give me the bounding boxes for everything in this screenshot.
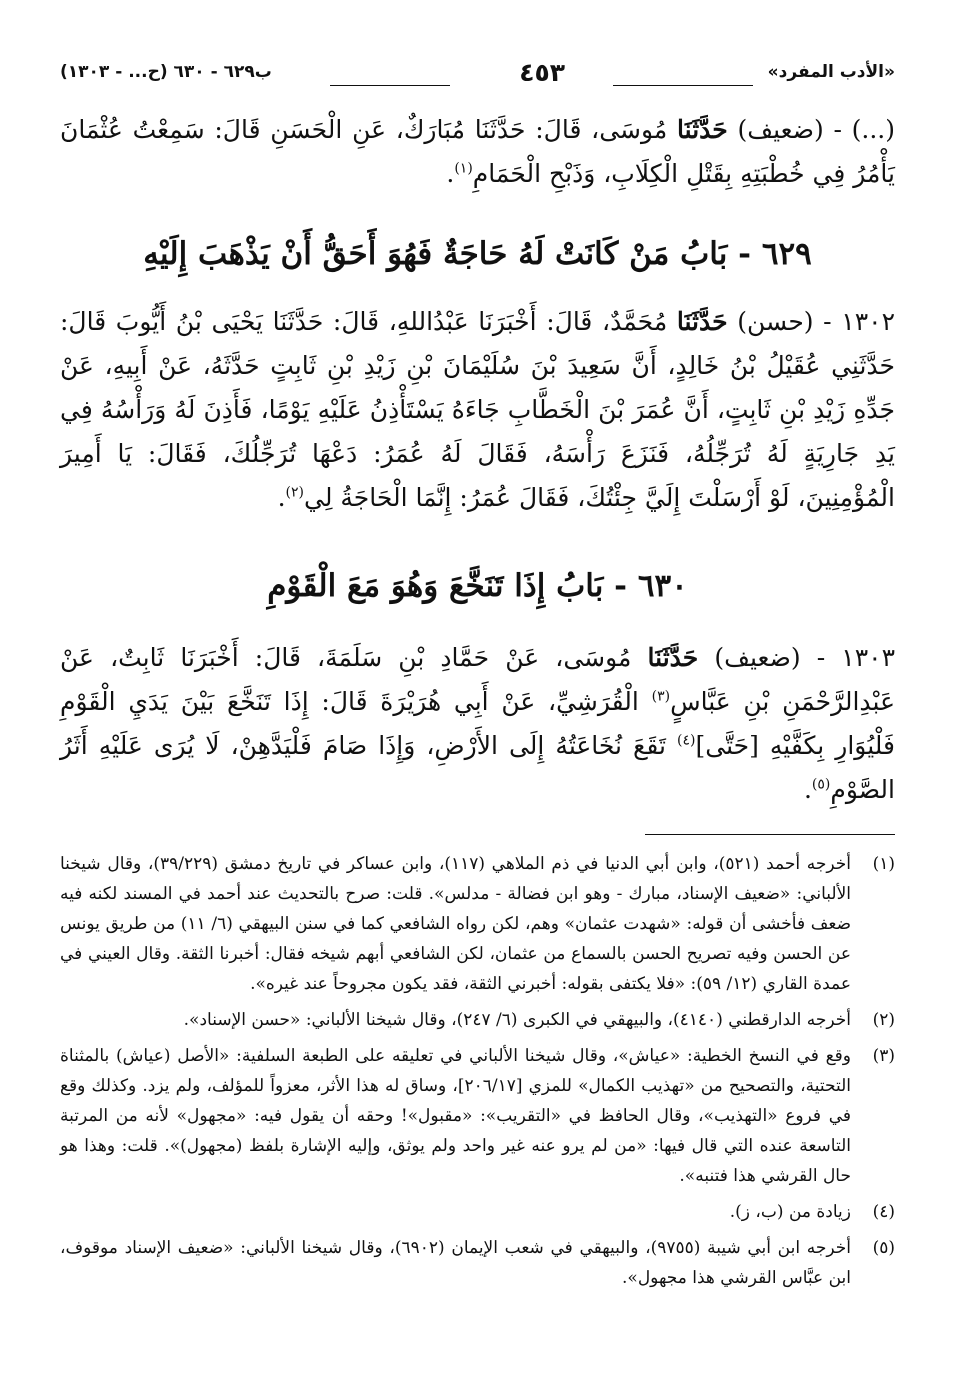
hadith-text: مُوسَى، قَالَ: حَدَّثَنَا مُبَارَكٌ، عَنِ الْحَسَنِ قَالَ: سَمِعْتُ عُثْمَانَ يَأْمُرُ فِي خُطْبَتِهِ بِقَتْلِ الْكِلَابِ، وَذَبْحِ الْحَمَامِ bbox=[60, 115, 895, 188]
hadith-text: مُحَمَّدٌ، قَالَ: أَخْبَرَنَا عَبْدُاللهِ، قَالَ: حَدَّثَنَا يَحْيَى بْنُ أَيُّوبَ قَالَ: حَدَّثَنِي عُقَيْلُ بْنُ خَالِدٍ، أَنَّ سَعِيدَ بْنَ سُلَيْمَانَ بْنِ زَيْدِ بْنِ ثَابِتٍ حَدَّثَهُ، عَنْ أَبِيهِ، عَنْ جَدِّهِ زَيْدِ بْنِ ثَابِتٍ، أَنَّ عُمَرَ بْنَ الْخَطَّابِ جَاءَهُ يَسْتَأْذِنُ عَلَيْهِ يَوْمًا، فَأَذِنَ لَهُ وَرَأْسُهُ فِي يَدِ جَارِيَةٍ لَهُ تُرَجِّلُهُ، فَنَزَعَ رَأْسَهُ، فَقَالَ لَهُ عُمَرُ: دَعْهَا تُرَجِّلُكَ، فَقَالَ: يَا أَمِيرَ الْمُؤْمِنِينَ، لَوْ أَرْسَلْتَ إِلَيَّ جِئْتُكَ، فَقَالَ عُمَرُ: إِنَّمَا الْحَاجَةُ لِي bbox=[60, 307, 895, 512]
hadith-prefix: ١٣٠٣ - (ضعيف) bbox=[698, 643, 895, 672]
header-rule-left bbox=[330, 85, 450, 86]
footnote-number: (٣) bbox=[872, 1046, 895, 1066]
haddathana-word: حَدَّثَنَا bbox=[647, 643, 699, 672]
page-header bbox=[60, 52, 895, 92]
footnote-ref: (٣) bbox=[651, 688, 671, 705]
footnote bbox=[60, 1005, 895, 1035]
footnote-number: (٤) bbox=[872, 1202, 895, 1222]
hadith-end: . bbox=[803, 775, 812, 804]
footnote-number: (٥) bbox=[872, 1238, 895, 1258]
hadith-text: الْقُرَشِيِّ، عَنْ أَبِي هُرَيْرَةَ قَالَ: إِذَا تَنَخَّعَ بَيْنَ يَدَيِ الْقَوْمِ فَلْيُوَارِ بِكَفَّيْهِ [حَتَّى] bbox=[60, 687, 895, 760]
book-page bbox=[60, 52, 895, 1299]
hadith-end: . bbox=[446, 159, 455, 188]
footnotes bbox=[60, 849, 895, 1293]
footnote-ref: (١) bbox=[454, 160, 473, 177]
hadith-range: ب٦٢٩ - ٦٣٠ (ح... - ١٣٠٣) bbox=[60, 62, 272, 82]
footnote-ref: (٤) bbox=[677, 732, 696, 749]
footnote-text: أخرجه أحمد (٥٢١)، وابن أبي الدنيا في ذم الملاهي (١١٧)، وابن عساكر في تاريخ دمشق (٣٩/٢٢٩)، وقال شيخنا الألباني: «ضعيف الإسناد، مبارك - وهو ابن فضالة - مدلس». قلت: صرح بالتحديث عند أحمد في المسند لكنه فيه ضعف فأخشى أن قوله: «شهدت عثمان» وهم، لكن رواه الشافعي كما في سنن البيهقي (٦/ ١١) من طريق يونس عن الحسن وفيه تصريح الحسن بالسماع من عثمان، لكن الشافعي أبهم شيخه فقال: أخبرنا الثقة. وقال العيني في عمدة القاري (١٢/ ٥٩): «فلا يكتفى بقوله: أخبرني الثقة، فقد يكون مجروحاً عند غيره». bbox=[60, 854, 852, 994]
haddathana-word: حَدَّثَنَا bbox=[677, 115, 728, 144]
footnote-number: (١) bbox=[872, 854, 895, 874]
footnote-ref: (٥) bbox=[811, 776, 831, 793]
footnote bbox=[60, 1041, 895, 1191]
hadith-prefix: ١٣٠٢ - (حسن) bbox=[727, 307, 895, 336]
hadith-end: . bbox=[277, 483, 286, 512]
hadith-1302 bbox=[60, 300, 895, 520]
footnote-number: (٢) bbox=[872, 1010, 895, 1030]
footnote bbox=[60, 849, 895, 999]
footnote-ref: (٢) bbox=[285, 484, 304, 501]
footnote-text: وقع في النسخ الخطية: «عياش»، وقال شيخنا الألباني في تعليقه على الطبعة السلفية: «الأصل (عياش) بالمثناة التحتية، والتصحيح من «تهذيب الكمال» للمزي [٢٠٦/١٧]، وساق له هذا الأثر، معزواً للمؤلف، ولم يزد. وكذلك وقع في فروع «التهذيب»، وقال الحافظ في «التقريب»: «مقبول»! وحقه أن يقول فيه: «مجهول» لأنه من المرتبة التاسعة عنده التي قال فيها: «من لم يرو عنه غير واحد ولم يوثق، وإليه الإشارة بلفظ (مجهول)». قلت: وهذا هو حال القرشي هذا فتنبه». bbox=[60, 1046, 851, 1186]
hadith-text: مُوسَى، عَنْ حَمَّادِ بْنِ سَلَمَةَ، قَالَ: أَخْبَرَنَا ثَابِتٌ، عَنْ عَبْدِالرَّحْمَنِ بْنِ عَبَّاسٍ bbox=[60, 643, 896, 716]
page-number: ٤٥٣ bbox=[519, 58, 565, 87]
hadith-text: تَقَعَ نُخَاعَتُهُ إِلَى الأَرْضِ، وَإِذَا صَامَ فَلْيَدَّهِنْ، لَا يُرَى عَلَيْهِ أَثَرُ الصَّوْمِ bbox=[60, 731, 895, 804]
footnote-separator bbox=[645, 834, 895, 835]
hadith-paragraph bbox=[60, 108, 895, 196]
footnote bbox=[60, 1233, 895, 1293]
footnote-separator-wrap bbox=[60, 834, 895, 835]
footnote bbox=[60, 1197, 895, 1227]
chapter-heading-630: ٦٣٠ - بَابُ إِذَا تَنَخَّعَ وَهُوَ مَعَ الْقَوْمِ bbox=[267, 568, 688, 604]
chapter-heading-629: ٦٢٩ - بَابُ مَنْ كَانَتْ لَهُ حَاجَةٌ فَهُوَ أَحَقُّ أَنْ يَذْهَبَ إِلَيْهِ bbox=[143, 236, 812, 272]
footnote-text: زيادة من (ب، ز). bbox=[729, 1202, 851, 1222]
hadith-1303 bbox=[60, 636, 895, 812]
haddathana-word: حَدَّثَنَا bbox=[676, 307, 728, 336]
book-title: «الأدب المفرد» bbox=[767, 62, 895, 82]
hadith-prefix: (...) - (ضعيف) bbox=[727, 115, 895, 144]
footnote-text: أخرجه الدارقطني (٤١٤٠)، والبيهقي في الكبرى (٦/ ٢٤٧)، وقال شيخنا الألباني: «حسن الإسناد». bbox=[183, 1010, 851, 1030]
header-rule-right bbox=[613, 85, 753, 86]
footnote-text: أخرجه ابن أبي شيبة (٩٧٥٥)، والبيهقي في شعب الإيمان (٦٩٠٢)، وقال شيخنا الألباني: «ضعيف الإسناد موقوف، ابن عبَّاس القرشي هذا مجهول». bbox=[60, 1238, 851, 1288]
